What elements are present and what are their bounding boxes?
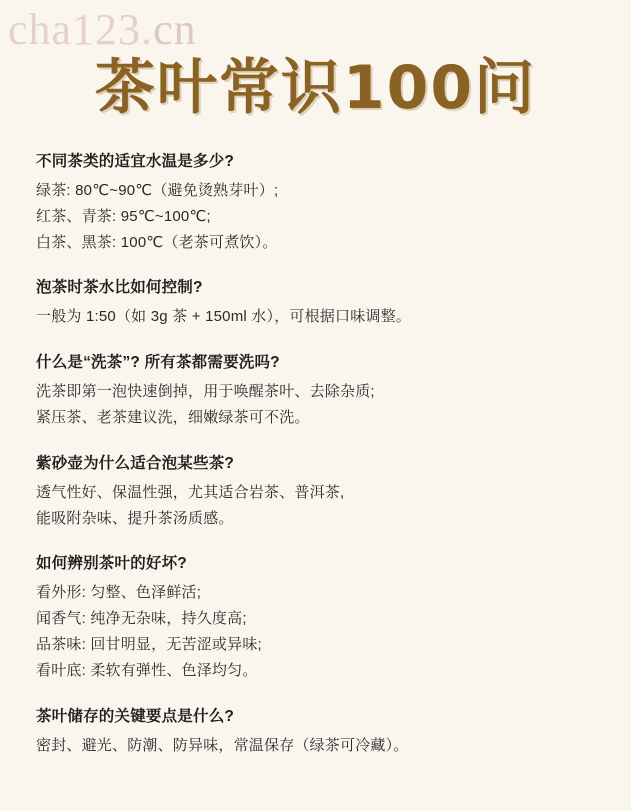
qa-item bbox=[36, 150, 598, 255]
qa-item bbox=[36, 552, 598, 683]
qa-question: 什么是“洗茶”? 所有茶都需要洗吗? bbox=[36, 354, 280, 372]
qa-item bbox=[36, 276, 598, 330]
qa-answer-line: 品茶味: 回甘明显，无苦涩或异味; bbox=[36, 636, 262, 654]
qa-question: 不同茶类的适宜水温是多少? bbox=[36, 153, 235, 170]
qa-item bbox=[36, 351, 598, 431]
qa-answer-line: 能吸附杂味、提升茶汤质感。 bbox=[36, 509, 234, 527]
qa-answer-line: 绿茶: 80℃~90℃（避免烫熟芽叶）; bbox=[36, 182, 279, 200]
qa-item bbox=[36, 705, 598, 759]
qa-answer-line: 白茶、黑茶: 100℃（老茶可煮饮）。 bbox=[36, 233, 278, 251]
qa-question: 泡茶时茶水比如何控制? bbox=[36, 279, 203, 297]
qa-question: 茶叶储存的关键要点是什么? bbox=[36, 707, 235, 725]
qa-question: 如何辨别茶叶的好坏? bbox=[36, 555, 187, 573]
qa-item bbox=[36, 452, 598, 532]
page-title: 茶叶常识100问 bbox=[94, 53, 537, 123]
qa-answer-line: 密封、避光、防潮、防异味，常温保存（绿茶可冷藏）。 bbox=[36, 736, 409, 754]
qa-answer-line: 透气性好、保温性强，尤其适合岩茶、普洱茶, bbox=[36, 483, 345, 501]
qa-answer-line: 红茶、青茶: 95℃~100℃; bbox=[36, 207, 211, 225]
qa-answer-line: 闻香气: 纯净无杂味，持久度高; bbox=[36, 610, 247, 628]
qa-answer-line: 洗茶即第一泡快速倒掉，用于唤醒茶叶、去除杂质; bbox=[36, 383, 375, 401]
qa-answer-line: 一般为 1:50（如 3g 茶 + 150ml 水），可根据口味调整。 bbox=[36, 308, 411, 326]
qa-question: 紫砂壶为什么适合泡某些茶? bbox=[36, 454, 235, 472]
qa-list bbox=[36, 150, 598, 779]
watermark-text: cha123. bbox=[8, 5, 154, 54]
qa-answer-line: 看外形: 匀整、色泽鲜活; bbox=[36, 584, 202, 602]
qa-answer-line: 紧压茶、老茶建议洗，细嫩绿茶可不洗。 bbox=[36, 409, 310, 427]
watermark-suffix: cn bbox=[153, 5, 197, 54]
qa-answer-line: 看叶底: 柔软有弹性、色泽均匀。 bbox=[36, 661, 258, 679]
